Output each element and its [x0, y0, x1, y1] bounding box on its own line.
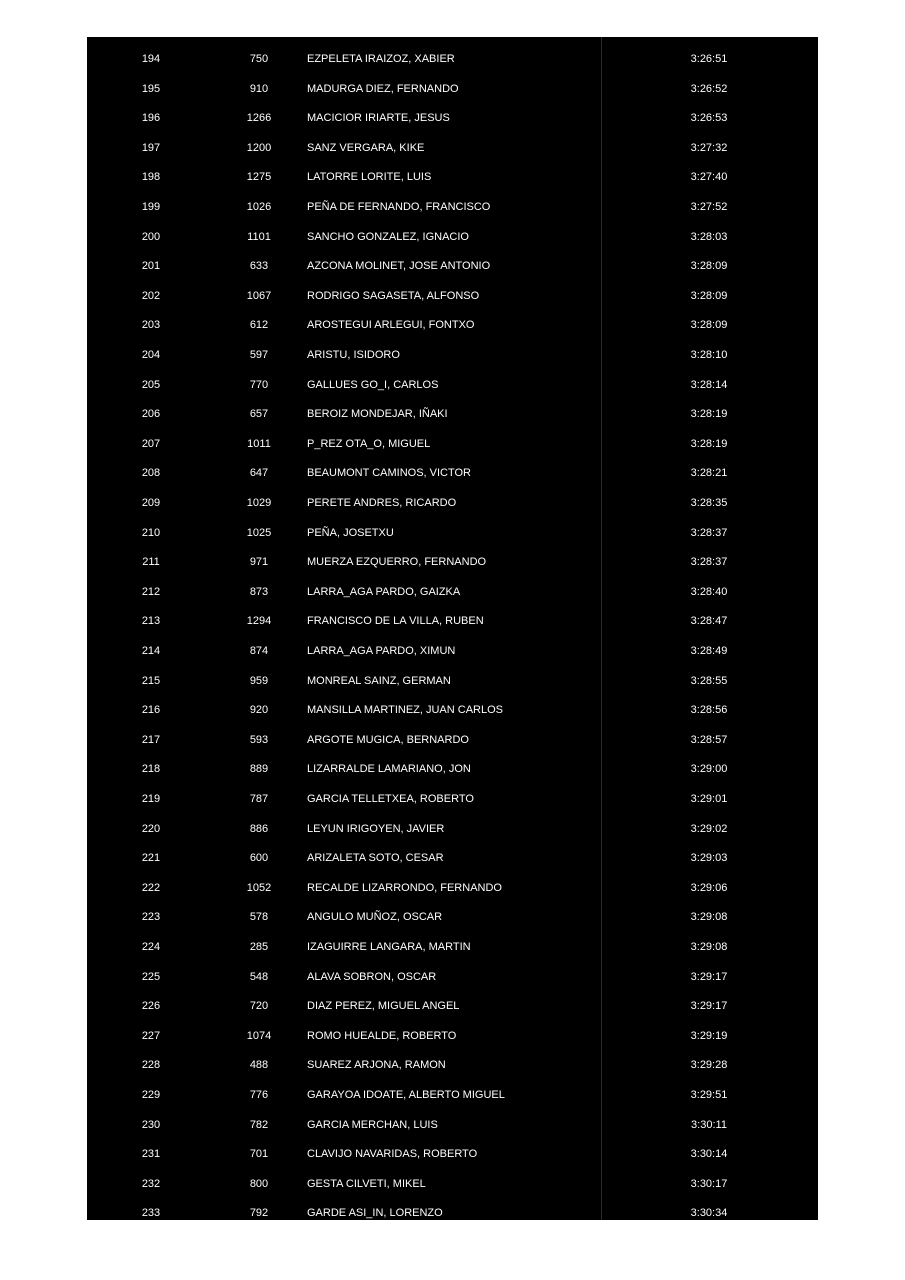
finish-time-cell: 3:28:57 — [690, 733, 728, 746]
bib-number-cell: 1025 — [246, 526, 272, 539]
position-cell: 206 — [141, 408, 161, 421]
runner-name-cell: PEÑA, JOSETXU — [307, 526, 394, 539]
table-row — [87, 895, 818, 925]
finish-time-cell: 3:29:08 — [690, 911, 728, 924]
position-cell: 222 — [141, 881, 161, 894]
finish-time-cell: 3:29:51 — [690, 1089, 728, 1101]
table-row — [87, 333, 818, 363]
table-row — [87, 37, 818, 67]
table-row — [87, 836, 818, 866]
table-row — [87, 67, 818, 97]
table-row — [87, 244, 818, 274]
bib-number-cell: 971 — [249, 556, 269, 569]
position-cell: 232 — [141, 1177, 161, 1190]
bib-number-cell: 647 — [249, 467, 269, 480]
bib-number-cell: 1029 — [246, 497, 272, 509]
runner-name-cell: GALLUES GO_I, CARLOS — [307, 378, 439, 391]
runner-name-cell: LARRA_AGA PARDO, GAIZKA — [307, 585, 461, 598]
finish-time-cell: 3:28:09 — [690, 260, 728, 273]
bib-number-cell: 657 — [249, 408, 269, 421]
table-row — [87, 659, 818, 689]
runner-name-cell: LIZARRALDE LAMARIANO, JON — [307, 763, 471, 776]
position-cell: 227 — [141, 1029, 161, 1042]
runner-name-cell: LARRA_AGA PARDO, XIMUN — [307, 645, 456, 657]
runner-name-cell: GARCIA MERCHAN, LUIS — [307, 1118, 438, 1131]
finish-time-cell: 3:28:35 — [690, 497, 728, 509]
table-row — [87, 392, 818, 422]
table-row — [87, 777, 818, 807]
finish-time-cell: 3:29:19 — [690, 1029, 728, 1042]
table-row — [87, 1073, 818, 1103]
runner-name-cell: ARISTU, ISIDORO — [307, 349, 400, 361]
finish-time-cell: 3:28:55 — [690, 674, 728, 687]
table-row — [87, 481, 818, 511]
finish-time-cell: 3:30:14 — [690, 1148, 728, 1161]
table-row — [87, 807, 818, 837]
table-row — [87, 1162, 818, 1192]
finish-time-cell: 3:30:17 — [690, 1177, 728, 1190]
finish-time-cell: 3:29:06 — [690, 881, 728, 894]
bib-number-cell: 886 — [249, 822, 269, 835]
finish-time-cell: 3:27:52 — [690, 201, 728, 213]
runner-name-cell: SUAREZ ARJONA, RAMON — [307, 1059, 446, 1072]
bib-number-cell: 873 — [249, 585, 269, 598]
results-table — [87, 37, 818, 1220]
position-cell: 198 — [141, 171, 161, 184]
table-row — [87, 185, 818, 215]
position-cell: 203 — [141, 319, 161, 332]
position-cell: 196 — [141, 112, 161, 125]
table-row — [87, 540, 818, 570]
runner-name-cell: RODRIGO SAGASETA, ALFONSO — [307, 289, 480, 302]
position-cell: 224 — [141, 941, 161, 953]
runner-name-cell: ARGOTE MUGICA, BERNARDO — [307, 733, 469, 746]
bib-number-cell: 488 — [249, 1059, 269, 1072]
finish-time-cell: 3:28:37 — [690, 526, 728, 539]
bib-number-cell: 720 — [249, 1000, 269, 1013]
bib-number-cell: 285 — [249, 941, 269, 953]
table-row — [87, 363, 818, 393]
table-row — [87, 955, 818, 985]
table-row — [87, 688, 818, 718]
runner-name-cell: RECALDE LIZARRONDO, FERNANDO — [307, 881, 502, 894]
bib-number-cell: 920 — [249, 704, 269, 717]
table-row — [87, 1103, 818, 1133]
finish-time-cell: 3:27:40 — [690, 171, 728, 184]
position-cell: 213 — [141, 615, 161, 628]
table-row — [87, 984, 818, 1014]
bib-number-cell: 548 — [249, 970, 269, 983]
position-cell: 207 — [141, 437, 161, 450]
finish-time-cell: 3:26:53 — [690, 112, 728, 125]
runner-name-cell: GARAYOA IDOATE, ALBERTO MIGUEL — [307, 1089, 505, 1101]
runner-name-cell: EZPELETA IRAIZOZ, XABIER — [307, 53, 455, 65]
position-cell: 199 — [141, 201, 161, 213]
finish-time-cell: 3:28:47 — [690, 615, 728, 628]
finish-time-cell: 3:30:34 — [690, 1207, 728, 1220]
position-cell: 230 — [141, 1118, 161, 1131]
runner-name-cell: ANGULO MUÑOZ, OSCAR — [307, 911, 443, 924]
position-cell: 197 — [141, 141, 161, 154]
finish-time-cell: 3:29:08 — [690, 941, 728, 953]
finish-time-cell: 3:28:49 — [690, 645, 728, 657]
table-row — [87, 866, 818, 896]
finish-time-cell: 3:28:19 — [690, 437, 728, 450]
finish-time-cell: 3:29:01 — [690, 793, 728, 805]
runner-name-cell: AROSTEGUI ARLEGUI, FONTXO — [307, 319, 475, 332]
table-row — [87, 1191, 818, 1220]
position-cell: 216 — [141, 704, 161, 717]
position-cell: 204 — [141, 349, 161, 361]
position-cell: 231 — [141, 1148, 161, 1161]
position-cell: 219 — [141, 793, 161, 805]
bib-number-cell: 1200 — [246, 141, 272, 154]
bib-number-cell: 750 — [249, 53, 269, 65]
table-row — [87, 1132, 818, 1162]
position-cell: 225 — [141, 970, 161, 983]
position-cell: 201 — [141, 260, 161, 273]
bib-number-cell: 959 — [249, 674, 269, 687]
finish-time-cell: 3:29:17 — [690, 1000, 728, 1013]
table-row — [87, 570, 818, 600]
position-cell: 195 — [141, 82, 161, 95]
bib-number-cell: 1101 — [247, 230, 271, 243]
position-cell: 205 — [141, 378, 161, 391]
bib-number-cell: 1266 — [246, 112, 272, 125]
runner-name-cell: CLAVIJO NAVARIDAS, ROBERTO — [307, 1148, 478, 1161]
bib-number-cell: 1275 — [246, 171, 272, 184]
finish-time-cell: 3:28:56 — [690, 704, 728, 717]
runner-name-cell: PEÑA DE FERNANDO, FRANCISCO — [307, 201, 491, 213]
bib-number-cell: 1011 — [247, 437, 271, 450]
finish-time-cell: 3:27:32 — [690, 141, 728, 154]
finish-time-cell: 3:26:52 — [690, 82, 728, 95]
table-row — [87, 126, 818, 156]
finish-time-cell: 3:28:40 — [690, 585, 728, 598]
position-cell: 208 — [141, 467, 161, 480]
bib-number-cell: 600 — [249, 852, 269, 865]
table-row — [87, 718, 818, 748]
bib-number-cell: 701 — [249, 1148, 269, 1161]
runner-name-cell: GARCIA TELLETXEA, ROBERTO — [307, 793, 474, 805]
bib-number-cell: 787 — [249, 793, 269, 805]
bib-number-cell: 1074 — [246, 1029, 272, 1042]
position-cell: 210 — [141, 526, 161, 539]
runner-name-cell: GESTA CILVETI, MIKEL — [307, 1177, 426, 1190]
table-row — [87, 422, 818, 452]
finish-time-cell: 3:28:14 — [690, 378, 728, 391]
position-cell: 194 — [141, 53, 161, 65]
table-row — [87, 215, 818, 245]
bib-number-cell: 593 — [249, 733, 269, 746]
position-cell: 209 — [141, 497, 161, 509]
runner-name-cell: IZAGUIRRE LANGARA, MARTIN — [307, 941, 471, 953]
runner-name-cell: ALAVA SOBRON, OSCAR — [307, 970, 437, 983]
table-row — [87, 925, 818, 955]
bib-number-cell: 782 — [249, 1118, 269, 1131]
finish-time-cell: 3:29:17 — [690, 970, 728, 983]
table-row — [87, 1043, 818, 1073]
runner-name-cell: SANCHO GONZALEZ, IGNACIO — [307, 230, 469, 243]
finish-time-cell: 3:30:11 — [691, 1118, 727, 1131]
position-cell: 212 — [141, 585, 161, 598]
bib-number-cell: 800 — [249, 1177, 269, 1190]
runner-name-cell: SANZ VERGARA, KIKE — [307, 141, 425, 154]
position-cell: 229 — [141, 1089, 161, 1101]
position-cell: 223 — [141, 911, 161, 924]
runner-name-cell: ARIZALETA SOTO, CESAR — [307, 852, 444, 865]
runner-name-cell: AZCONA MOLINET, JOSE ANTONIO — [307, 260, 491, 273]
bib-number-cell: 1294 — [246, 615, 272, 628]
bib-number-cell: 776 — [249, 1089, 269, 1101]
runner-name-cell: MACICIOR IRIARTE, JESUS — [307, 112, 450, 125]
finish-time-cell: 3:28:09 — [690, 319, 728, 332]
position-cell: 220 — [141, 822, 161, 835]
table-row — [87, 599, 818, 629]
position-cell: 215 — [141, 674, 161, 687]
runner-name-cell: LATORRE LORITE, LUIS — [307, 171, 432, 184]
table-row — [87, 155, 818, 185]
bib-number-cell: 1052 — [246, 881, 272, 894]
bib-number-cell: 792 — [249, 1207, 269, 1220]
runner-name-cell: MONREAL SAINZ, GERMAN — [307, 674, 451, 687]
position-cell: 218 — [141, 763, 161, 776]
runner-name-cell: PERETE ANDRES, RICARDO — [307, 497, 457, 509]
runner-name-cell: MADURGA DIEZ, FERNANDO — [307, 82, 459, 95]
bib-number-cell: 578 — [249, 911, 269, 924]
finish-time-cell: 3:29:28 — [690, 1059, 728, 1072]
table-row — [87, 1014, 818, 1044]
table-row — [87, 274, 818, 304]
position-cell: 221 — [141, 852, 161, 865]
bib-number-cell: 597 — [249, 349, 269, 361]
runner-name-cell: P_REZ OTA_O, MIGUEL — [307, 437, 431, 450]
table-row — [87, 96, 818, 126]
table-row — [87, 451, 818, 481]
finish-time-cell: 3:29:03 — [690, 852, 728, 865]
position-cell: 226 — [141, 1000, 161, 1013]
table-row — [87, 511, 818, 541]
runner-name-cell: MANSILLA MARTINEZ, JUAN CARLOS — [307, 704, 504, 717]
bib-number-cell: 910 — [249, 82, 269, 95]
runner-name-cell: BEROIZ MONDEJAR, IÑAKI — [307, 408, 448, 421]
table-row — [87, 629, 818, 659]
bib-number-cell: 874 — [249, 645, 269, 657]
position-cell: 217 — [141, 733, 161, 746]
position-cell: 233 — [141, 1207, 161, 1220]
finish-time-cell: 3:28:21 — [690, 467, 728, 480]
runner-name-cell: MUERZA EZQUERRO, FERNANDO — [307, 556, 487, 569]
runner-name-cell: GARDE ASI_IN, LORENZO — [307, 1207, 443, 1220]
runner-name-cell: BEAUMONT CAMINOS, VICTOR — [307, 467, 472, 480]
finish-time-cell: 3:28:03 — [690, 230, 728, 243]
bib-number-cell: 1067 — [246, 289, 272, 302]
bib-number-cell: 633 — [249, 260, 269, 273]
runner-name-cell: DIAZ PEREZ, MIGUEL ANGEL — [307, 1000, 460, 1013]
finish-time-cell: 3:28:37 — [690, 556, 728, 569]
position-cell: 211 — [142, 556, 160, 569]
runner-name-cell: FRANCISCO DE LA VILLA, RUBEN — [307, 615, 484, 628]
position-cell: 228 — [141, 1059, 161, 1072]
position-cell: 214 — [141, 645, 161, 657]
finish-time-cell: 3:26:51 — [690, 53, 728, 65]
finish-time-cell: 3:28:19 — [690, 408, 728, 421]
bib-number-cell: 889 — [249, 763, 269, 776]
runner-name-cell: ROMO HUEALDE, ROBERTO — [307, 1029, 457, 1042]
table-row — [87, 747, 818, 777]
finish-time-cell: 3:29:00 — [690, 763, 728, 776]
bib-number-cell: 612 — [249, 319, 269, 332]
table-row — [87, 303, 818, 333]
bib-number-cell: 1026 — [246, 201, 272, 213]
finish-time-cell: 3:29:02 — [690, 822, 728, 835]
finish-time-cell: 3:28:10 — [690, 349, 728, 361]
runner-name-cell: LEYUN IRIGOYEN, JAVIER — [307, 822, 445, 835]
finish-time-cell: 3:28:09 — [690, 289, 728, 302]
bib-number-cell: 770 — [249, 378, 269, 391]
position-cell: 202 — [141, 289, 161, 302]
position-cell: 200 — [141, 230, 161, 243]
